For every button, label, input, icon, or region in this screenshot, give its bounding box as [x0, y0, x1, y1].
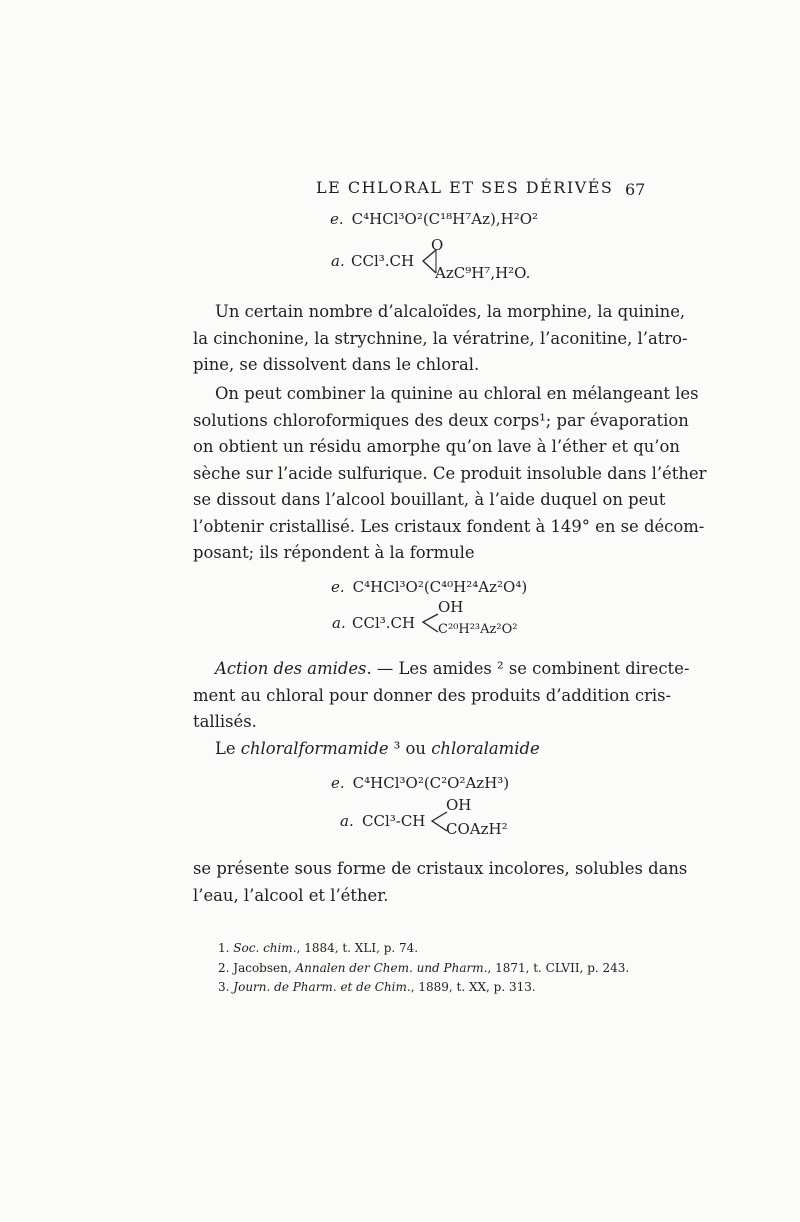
text-line: pine, se dissolvent dans le chloral. [193, 355, 480, 374]
formula-top-group: OH [438, 598, 464, 616]
text-line: l’eau, l’alcool et l’éther. [193, 885, 389, 905]
formula-label: e. [330, 210, 344, 228]
paragraph-alkaloids [193, 299, 688, 379]
formula-top-group: OH [446, 796, 472, 814]
text-line: tallisés. [193, 712, 257, 731]
formula-label: a. [340, 812, 354, 830]
formula-3-empirical [331, 774, 509, 792]
text-line: on obtient un résidu amorphe qu’on lave à l’éther et qu’on [193, 437, 680, 456]
text-line: Action des amides. — Les amides ² se combinent directe- [215, 659, 690, 678]
footnote-2: 2. Jacobsen, Annalen der Chem. und Pharm., 1871, t. CLVII, p. 243. [218, 961, 630, 975]
formula-top-group: O [431, 236, 444, 254]
paragraph-properties [193, 856, 688, 909]
paragraph-chloralamide [193, 736, 643, 763]
formula-label: a. [331, 252, 345, 270]
formula-text: C⁴HCl³O²(C²O²AzH³) [352, 774, 510, 792]
text-line: On peut combiner la quinine au chloral en mélangeant les [215, 384, 699, 403]
text-line: se présente sous forme de cristaux incolores, solubles dans [193, 859, 688, 878]
page-number: 67 [625, 180, 646, 199]
footnote-1: 1. Soc. chim., 1884, t. XLI, p. 74. [218, 941, 419, 955]
formula-main: CCl³.CH [352, 614, 416, 632]
footnote-3: 3. Journ. de Pharm. et de Chim., 1889, t. XX, p. 313. [218, 980, 536, 994]
formula-bottom-group: C²⁰H²³Az²O² [438, 622, 518, 637]
term: chloralformamide [240, 739, 389, 758]
text-line: Un certain nombre d’alcaloïdes, la morphine, la quinine, [215, 302, 686, 321]
formula-2-structure [332, 600, 562, 648]
formula-label: e. [331, 578, 345, 596]
formula-bottom-group: AzC⁹H⁷,H²O. [435, 264, 531, 282]
formula-1-empirical [330, 210, 538, 228]
text-line: sèche sur l’acide sulfurique. Ce produit insoluble dans l’éther [193, 463, 707, 483]
running-head: LE CHLORAL ET SES DÉRIVÉS [316, 178, 614, 197]
text-line: l’obtenir cristallisé. Les cristaux fondent à 149° en se décom- [193, 516, 705, 536]
text-line: ment au chloral pour donner des produits d’addition cris- [193, 685, 672, 705]
paragraph-amides [193, 656, 690, 736]
text-line: Le chloralformamide ³ ou chloralamide [215, 739, 540, 758]
section-heading: Action des amides. [215, 659, 372, 678]
formula-label: e. [331, 774, 345, 792]
formula-3-structure [340, 796, 570, 844]
formula-text: C⁴HCl³O²(C¹⁸H⁷Az),H²O² [351, 210, 539, 228]
formula-1-structure [331, 236, 561, 286]
formula-2-empirical [331, 578, 527, 596]
formula-main: CCl³.CH [351, 252, 415, 270]
text-line: la cinchonine, la strychnine, la vératrine, l’aconitine, l’atro- [193, 328, 688, 348]
formula-main: CCl³-CH [362, 812, 426, 830]
text-line: posant; ils répondent à la formule [193, 543, 475, 562]
formula-bottom-group: COAzH² [446, 820, 508, 838]
text-line: solutions chloroformiques des deux corps¹; par évaporation [193, 410, 689, 430]
text-line: se dissout dans l’alcool bouillant, à l’aide duquel on peut [193, 490, 666, 509]
term: chloralamide [431, 739, 540, 758]
formula-text: C⁴HCl³O²(C⁴⁰H²⁴Az²O⁴) [352, 578, 528, 596]
formula-label: a. [332, 614, 346, 632]
paragraph-quinine [193, 381, 707, 567]
